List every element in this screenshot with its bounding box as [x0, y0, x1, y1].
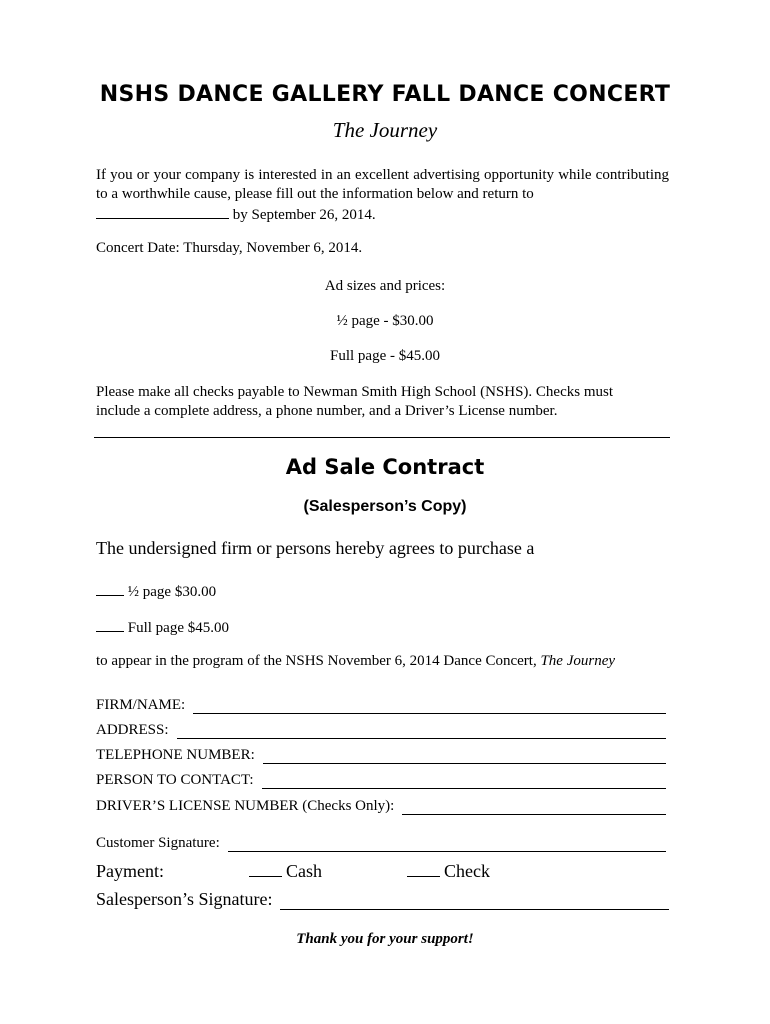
- customer-signature-line[interactable]: [228, 836, 666, 852]
- payment-label: Payment:: [96, 861, 164, 881]
- option-full-blank[interactable]: [96, 617, 124, 632]
- option-half-label: ½ page $30.00: [127, 584, 217, 600]
- telephone-field: [96, 744, 666, 764]
- license-field: [96, 795, 666, 815]
- customer-signature-label: Customer Signature:: [96, 835, 220, 851]
- option-half-page: [96, 581, 216, 601]
- page-title: NSHS DANCE GALLERY FALL DANCE CONCERT: [99, 82, 671, 107]
- contact-line[interactable]: [262, 773, 666, 789]
- checks-note: Please make all checks payable to Newman Smith High School (NSHS). Checks must include a complete address, a phone number, and a Driver’s License number.: [96, 384, 613, 419]
- option-full-label: Full page $45.00: [127, 620, 229, 636]
- customer-signature-field: [96, 832, 666, 852]
- agreement-statement: The undersigned firm or persons hereby agrees to purchase a: [96, 538, 535, 558]
- concert-date: Concert Date: Thursday, November 6, 2014.: [96, 240, 363, 256]
- payment-check-label: Check: [444, 861, 490, 881]
- salesperson-signature-label: Salesperson’s Signature:: [96, 889, 273, 909]
- address-line[interactable]: [177, 723, 666, 739]
- salesperson-signature-field: [96, 886, 669, 910]
- payment-cash-blank[interactable]: [249, 860, 282, 877]
- firm-name-field: [96, 694, 666, 714]
- option-half-blank[interactable]: [96, 581, 124, 596]
- license-line[interactable]: [402, 799, 666, 815]
- ad-size-half: ½ page - $30.00: [336, 313, 434, 329]
- section-divider: [94, 437, 670, 438]
- option-full-page: [96, 617, 229, 637]
- contact-field: [96, 769, 666, 789]
- firm-name-label: FIRM/NAME:: [96, 697, 186, 713]
- address-label: ADDRESS:: [96, 722, 169, 738]
- appear-text: to appear in the program of the NSHS November 6, 2014 Dance Concert,: [96, 653, 537, 669]
- contact-label: PERSON TO CONTACT:: [96, 772, 254, 788]
- contract-title: Ad Sale Contract: [285, 455, 485, 479]
- intro-text: If you or your company is interested in an excellent advertising opportunity while contributing to a worthwhile cause, please fill out the information below and return to: [96, 167, 669, 202]
- contract-subtitle: (Salesperson’s Copy): [303, 498, 467, 515]
- appear-statement: [96, 653, 615, 670]
- page-subtitle: The Journey: [332, 118, 438, 142]
- intro-deadline: by September 26, 2014.: [232, 207, 376, 223]
- payment-row: [96, 860, 490, 882]
- address-field: [96, 719, 666, 739]
- salesperson-signature-line[interactable]: [280, 891, 669, 910]
- appear-italic: The Journey: [540, 653, 616, 669]
- telephone-label: TELEPHONE NUMBER:: [96, 747, 255, 763]
- ad-size-full: Full page - $45.00: [330, 348, 440, 364]
- payment-cash-label: Cash: [286, 861, 322, 881]
- ad-sizes-heading: Ad sizes and prices:: [324, 278, 446, 294]
- telephone-line[interactable]: [263, 748, 666, 764]
- payment-check-blank[interactable]: [407, 860, 440, 877]
- firm-name-line[interactable]: [193, 698, 666, 714]
- thank-you-note: Thank you for your support!: [296, 931, 474, 947]
- return-to-blank[interactable]: [96, 204, 229, 219]
- intro-paragraph: [96, 166, 669, 225]
- license-label: DRIVER’S LICENSE NUMBER (Checks Only):: [96, 798, 395, 814]
